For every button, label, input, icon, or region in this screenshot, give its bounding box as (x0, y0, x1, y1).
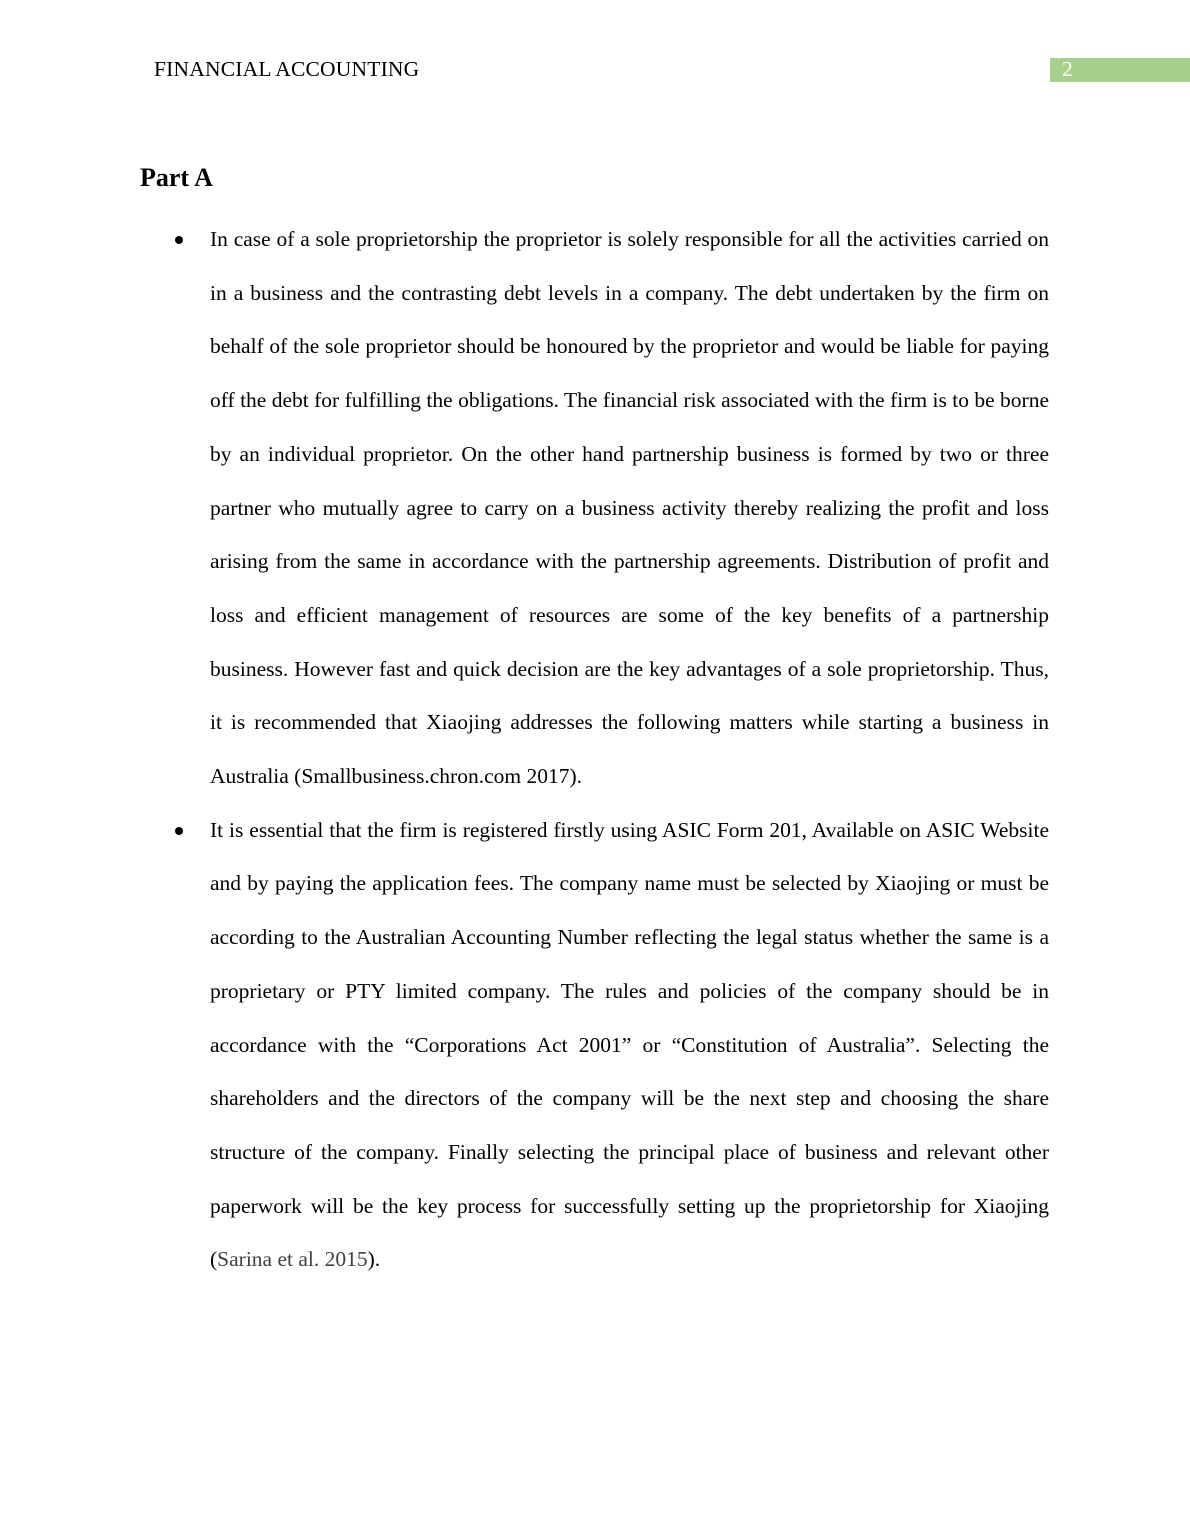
bullet-list (140, 213, 1049, 1287)
bullet-item-proprietorship-vs-partnership (140, 213, 1049, 804)
page-number-bar (1050, 58, 1190, 82)
bullet-text: In case of a sole proprietorship the proprietor is solely responsible for all the activities carried on in a business and the contrasting debt levels in a company. The debt undertaken by the firm on behalf of the sole proprietor should be honoured by the proprietor and would be liable for paying off the debt for fulfilling the obligations. The financial risk associated with the firm is to be borne by an individual proprietor. On the other hand partnership business is formed by two or three partner who mutually agree to carry on a business activity thereby realizing the profit and loss arising from the same in accordance with the partnership agreements. Distribution of profit and loss and efficient management of resources are some of the key benefits of a partnership business. However fast and quick decision are the key advantages of a sole proprietorship. Thus, it is recommended that Xiaojing addresses the following matters while starting a business in Australia (Smallbusiness.chron.com 2017). (210, 227, 1049, 789)
page-number: 2 (1062, 57, 1073, 81)
bullet-icon (175, 236, 183, 244)
running-header-title: FINANCIAL ACCOUNTING (154, 57, 420, 81)
bullet-icon (175, 827, 183, 835)
citation-reference: Sarina et al. 2015 (217, 1247, 368, 1272)
section-heading: Part A (140, 163, 213, 192)
bullet-item-company-registration (140, 804, 1049, 1287)
citation-closing: ). (367, 1247, 381, 1272)
bullet-text: It is essential that the firm is registered firstly using ASIC Form 201, Available on ASIC Website and by paying the application fees. The company name must be selected by Xiaojing or must be according to the Australian Accounting Number reflecting the legal status whether the same is a proprietary or PTY limited company. The rules and policies of the company should be in accordance with the “Corporations Act 2001” or “Constitution of Australia”. Selecting the shareholders and the directors of the company will be the next step and choosing the share structure of the company. Finally selecting the principal place of business and relevant other paperwork will be the key process for successfully setting up the proprietorship for Xiaojing ( (210, 817, 1049, 1272)
